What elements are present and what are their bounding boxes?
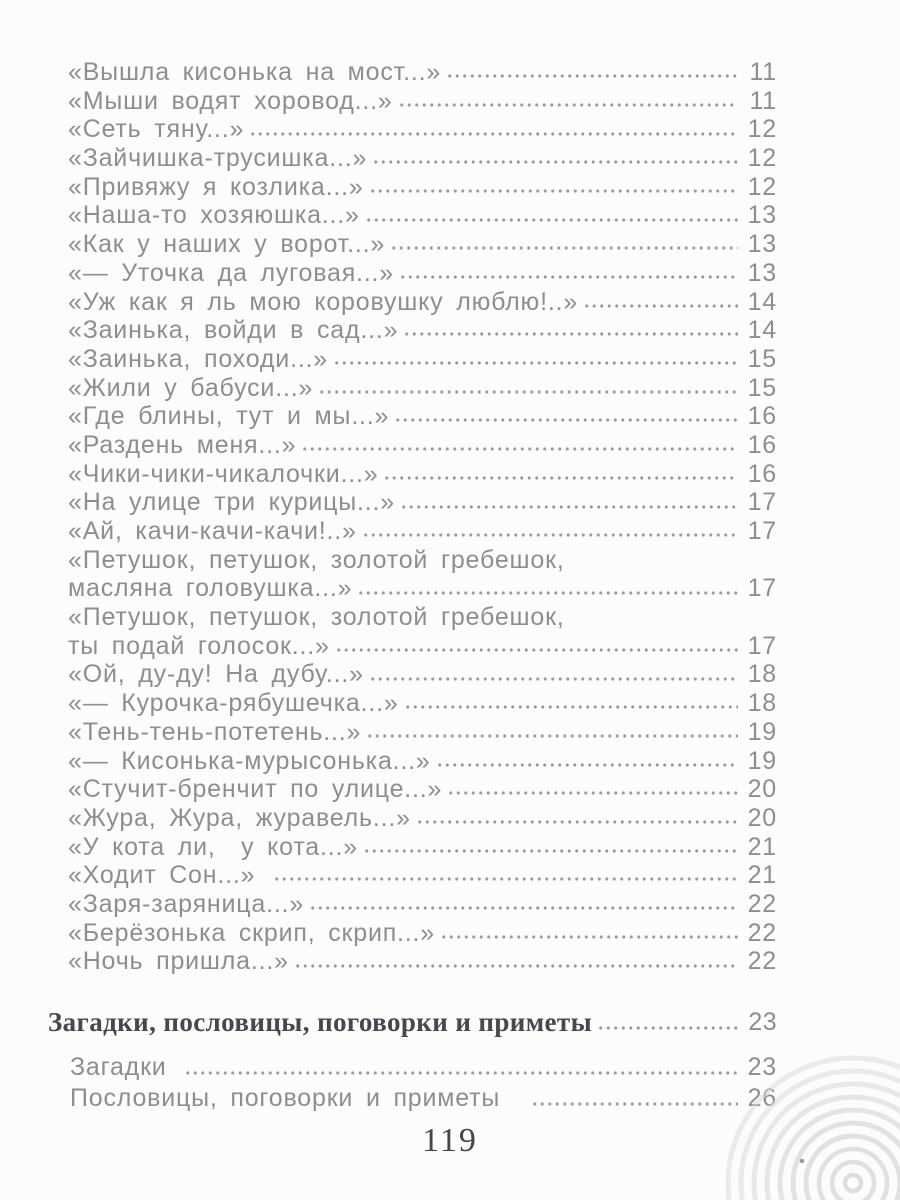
toc-entry [68, 115, 777, 144]
dot-leader [363, 833, 738, 862]
toc-entry [68, 345, 777, 374]
entry-title: «Мыши водят хоровод...» [68, 86, 393, 115]
entry-page-number: 17 [747, 631, 777, 660]
toc-subsection-entry [70, 1052, 777, 1083]
entry-title: масляна головушка...» [68, 574, 353, 603]
entry-title: «Жили у бабуси...» [68, 373, 314, 402]
toc-entry [68, 173, 777, 202]
entry-title: «Ай, качи-качи-качи!..» [68, 517, 357, 545]
dot-leader [446, 58, 738, 87]
toc-entry [68, 775, 777, 804]
toc-entry [68, 431, 777, 460]
entry-title: Загадки [70, 1053, 180, 1081]
entry-page-number: 22 [747, 889, 777, 918]
entry-page-number: 22 [747, 947, 777, 976]
entry-page-number: 13 [747, 201, 777, 230]
entry-title: «— Уточка да луговая...» [68, 258, 394, 287]
entry-page-number: 19 [747, 717, 777, 746]
entry-title: «У кота ли, у кота...» [68, 832, 358, 861]
toc-entry [68, 747, 777, 776]
entry-page-number: 17 [747, 574, 777, 603]
toc-entry [68, 861, 777, 890]
entry-page-number: 11 [749, 58, 777, 86]
dot-leader [398, 87, 738, 116]
dot-leader [416, 804, 738, 833]
entry-title: «Вышла кисонька на мост...» [68, 58, 442, 86]
entry-title: «Заинька, войди в сад...» [68, 316, 399, 345]
entry-page-number: 14 [747, 316, 777, 345]
toc-entry [68, 919, 777, 948]
entry-page-number: 21 [747, 861, 777, 890]
toc-entry [68, 660, 777, 689]
entry-page-number: 19 [747, 746, 777, 775]
entry-title: «Заинька, походи...» [68, 344, 329, 373]
entry-title: «— Кисонька-мурысонька...» [68, 746, 431, 775]
toc-entry [68, 632, 777, 661]
entry-page-number: 26 [747, 1084, 777, 1112]
entry-page-number: 20 [747, 803, 777, 832]
toc-entry [68, 144, 777, 173]
toc-entry [68, 460, 777, 489]
dot-leader [400, 488, 738, 517]
entry-title: «На улице три курицы...» [68, 488, 395, 517]
entry-title: «Где блины, тут и мы...» [68, 402, 390, 431]
dot-leader [394, 402, 738, 431]
toc-entry [68, 689, 777, 718]
entry-page-number: 16 [747, 430, 777, 459]
entry-title: «Жура, Жура, журавель...» [68, 803, 411, 832]
entry-page-number: 13 [747, 258, 777, 287]
entry-title: «Как у наших у ворот...» [68, 230, 386, 259]
entry-page-number: 18 [747, 660, 777, 689]
dot-leader [318, 374, 738, 403]
toc-entry [68, 804, 777, 833]
toc-entry [68, 890, 777, 919]
entry-title: «Уж как я ль мою коровушку люблю!..» [68, 287, 579, 316]
entry-page-number: 23 [747, 1053, 777, 1081]
entry-page-number: 12 [747, 144, 777, 173]
entry-page-number: 17 [747, 488, 777, 517]
entry-page-number: 12 [747, 115, 777, 144]
dot-leader [294, 947, 738, 976]
toc-subsection-entry [70, 1083, 777, 1114]
dot-leader [583, 288, 738, 317]
entry-title: «Заря-заряница...» [68, 889, 305, 918]
toc-entry [68, 947, 777, 976]
entry-title: «Ходит Сон...» [68, 861, 269, 890]
section-page-number: 23 [748, 1008, 777, 1036]
toc-entry [68, 87, 777, 116]
toc-list [68, 58, 777, 976]
dot-leader [333, 345, 738, 374]
dot-leader [249, 115, 738, 144]
toc-entry [68, 259, 777, 288]
entry-title: «Раздень меня...» [68, 430, 297, 459]
dot-leader [399, 259, 738, 288]
dot-leader [447, 775, 738, 804]
entry-page-number: 12 [747, 172, 777, 201]
dot-leader [369, 660, 738, 689]
entry-title: «Зайчишка-трусишка...» [68, 144, 368, 173]
entry-title: «Петушок, петушок, золотой гребешок, [68, 545, 565, 574]
dot-leader [404, 689, 738, 718]
toc-entry [68, 574, 777, 603]
dot-leader [362, 517, 738, 546]
toc-entry [68, 546, 777, 575]
entry-page-number: 16 [747, 459, 777, 488]
toc-entry [68, 374, 777, 403]
dot-leader [383, 460, 738, 489]
entry-page-number: 13 [747, 230, 777, 259]
entry-title: Пословицы, поговорки и приметы [70, 1084, 526, 1112]
entry-title: «Тень-тень-потетень...» [68, 717, 362, 746]
dot-leader [436, 747, 738, 776]
entry-title: «— Курочка-рябушечка...» [68, 689, 399, 718]
entry-title: «Ой, ду-ду! На дубу...» [68, 660, 364, 689]
entry-page-number: 11 [749, 86, 777, 115]
toc-entry [68, 517, 777, 546]
dot-leader [440, 919, 738, 948]
entry-title: «Наша-то хозяюшка...» [68, 201, 360, 230]
dot-leader [184, 1052, 738, 1083]
dot-leader [372, 144, 738, 173]
dot-leader [357, 574, 738, 603]
toc-entry [68, 316, 777, 345]
entry-page-number: 16 [747, 402, 777, 431]
entry-page-number: 22 [747, 918, 777, 947]
dot-leader [335, 632, 738, 661]
entry-title: «Чики-чики-чикалочки...» [68, 459, 379, 488]
entry-title: «Ночь пришла...» [68, 947, 289, 976]
entry-page-number: 15 [747, 344, 777, 373]
toc-entry [68, 603, 777, 632]
toc-entry [68, 201, 777, 230]
dot-leader [366, 718, 738, 747]
entry-title: «Берёзонька скрип, скрип...» [68, 918, 435, 947]
spiral-decoration [700, 1030, 900, 1200]
entry-page-number: 17 [747, 517, 777, 545]
entry-page-number: 15 [747, 373, 777, 402]
dot-leader [369, 173, 738, 202]
entry-title: ты подай голосок...» [68, 631, 330, 660]
entry-page-number: 20 [747, 775, 777, 804]
toc-entry [68, 58, 777, 87]
toc-section-heading [48, 1002, 777, 1042]
entry-page-number: 14 [747, 287, 777, 316]
dot-leader [365, 201, 738, 230]
entry-title: «Привяжу я козлика...» [68, 172, 364, 201]
toc-entry [68, 402, 777, 431]
ink-speck [800, 1159, 804, 1163]
toc-entry [68, 718, 777, 747]
toc-entry [68, 288, 777, 317]
entry-page-number: 21 [747, 832, 777, 861]
toc-entry [68, 488, 777, 517]
dot-leader [390, 230, 738, 259]
dot-leader [301, 431, 738, 460]
toc-entry [68, 833, 777, 862]
entry-title: «Стучит-бренчит по улице...» [68, 775, 443, 804]
toc-subsections [70, 1052, 777, 1114]
dot-leader [273, 861, 738, 890]
section-title: Загадки, пословицы, поговорки и приметы [48, 1007, 593, 1037]
entry-page-number: 18 [747, 689, 777, 718]
dot-leader [309, 890, 738, 919]
page-number: 119 [422, 1122, 478, 1159]
dot-leader [403, 316, 738, 345]
entry-title: «Сеть тяну...» [68, 115, 245, 144]
toc-entry [68, 230, 777, 259]
entry-title: «Петушок, петушок, золотой гребешок, [68, 603, 565, 632]
